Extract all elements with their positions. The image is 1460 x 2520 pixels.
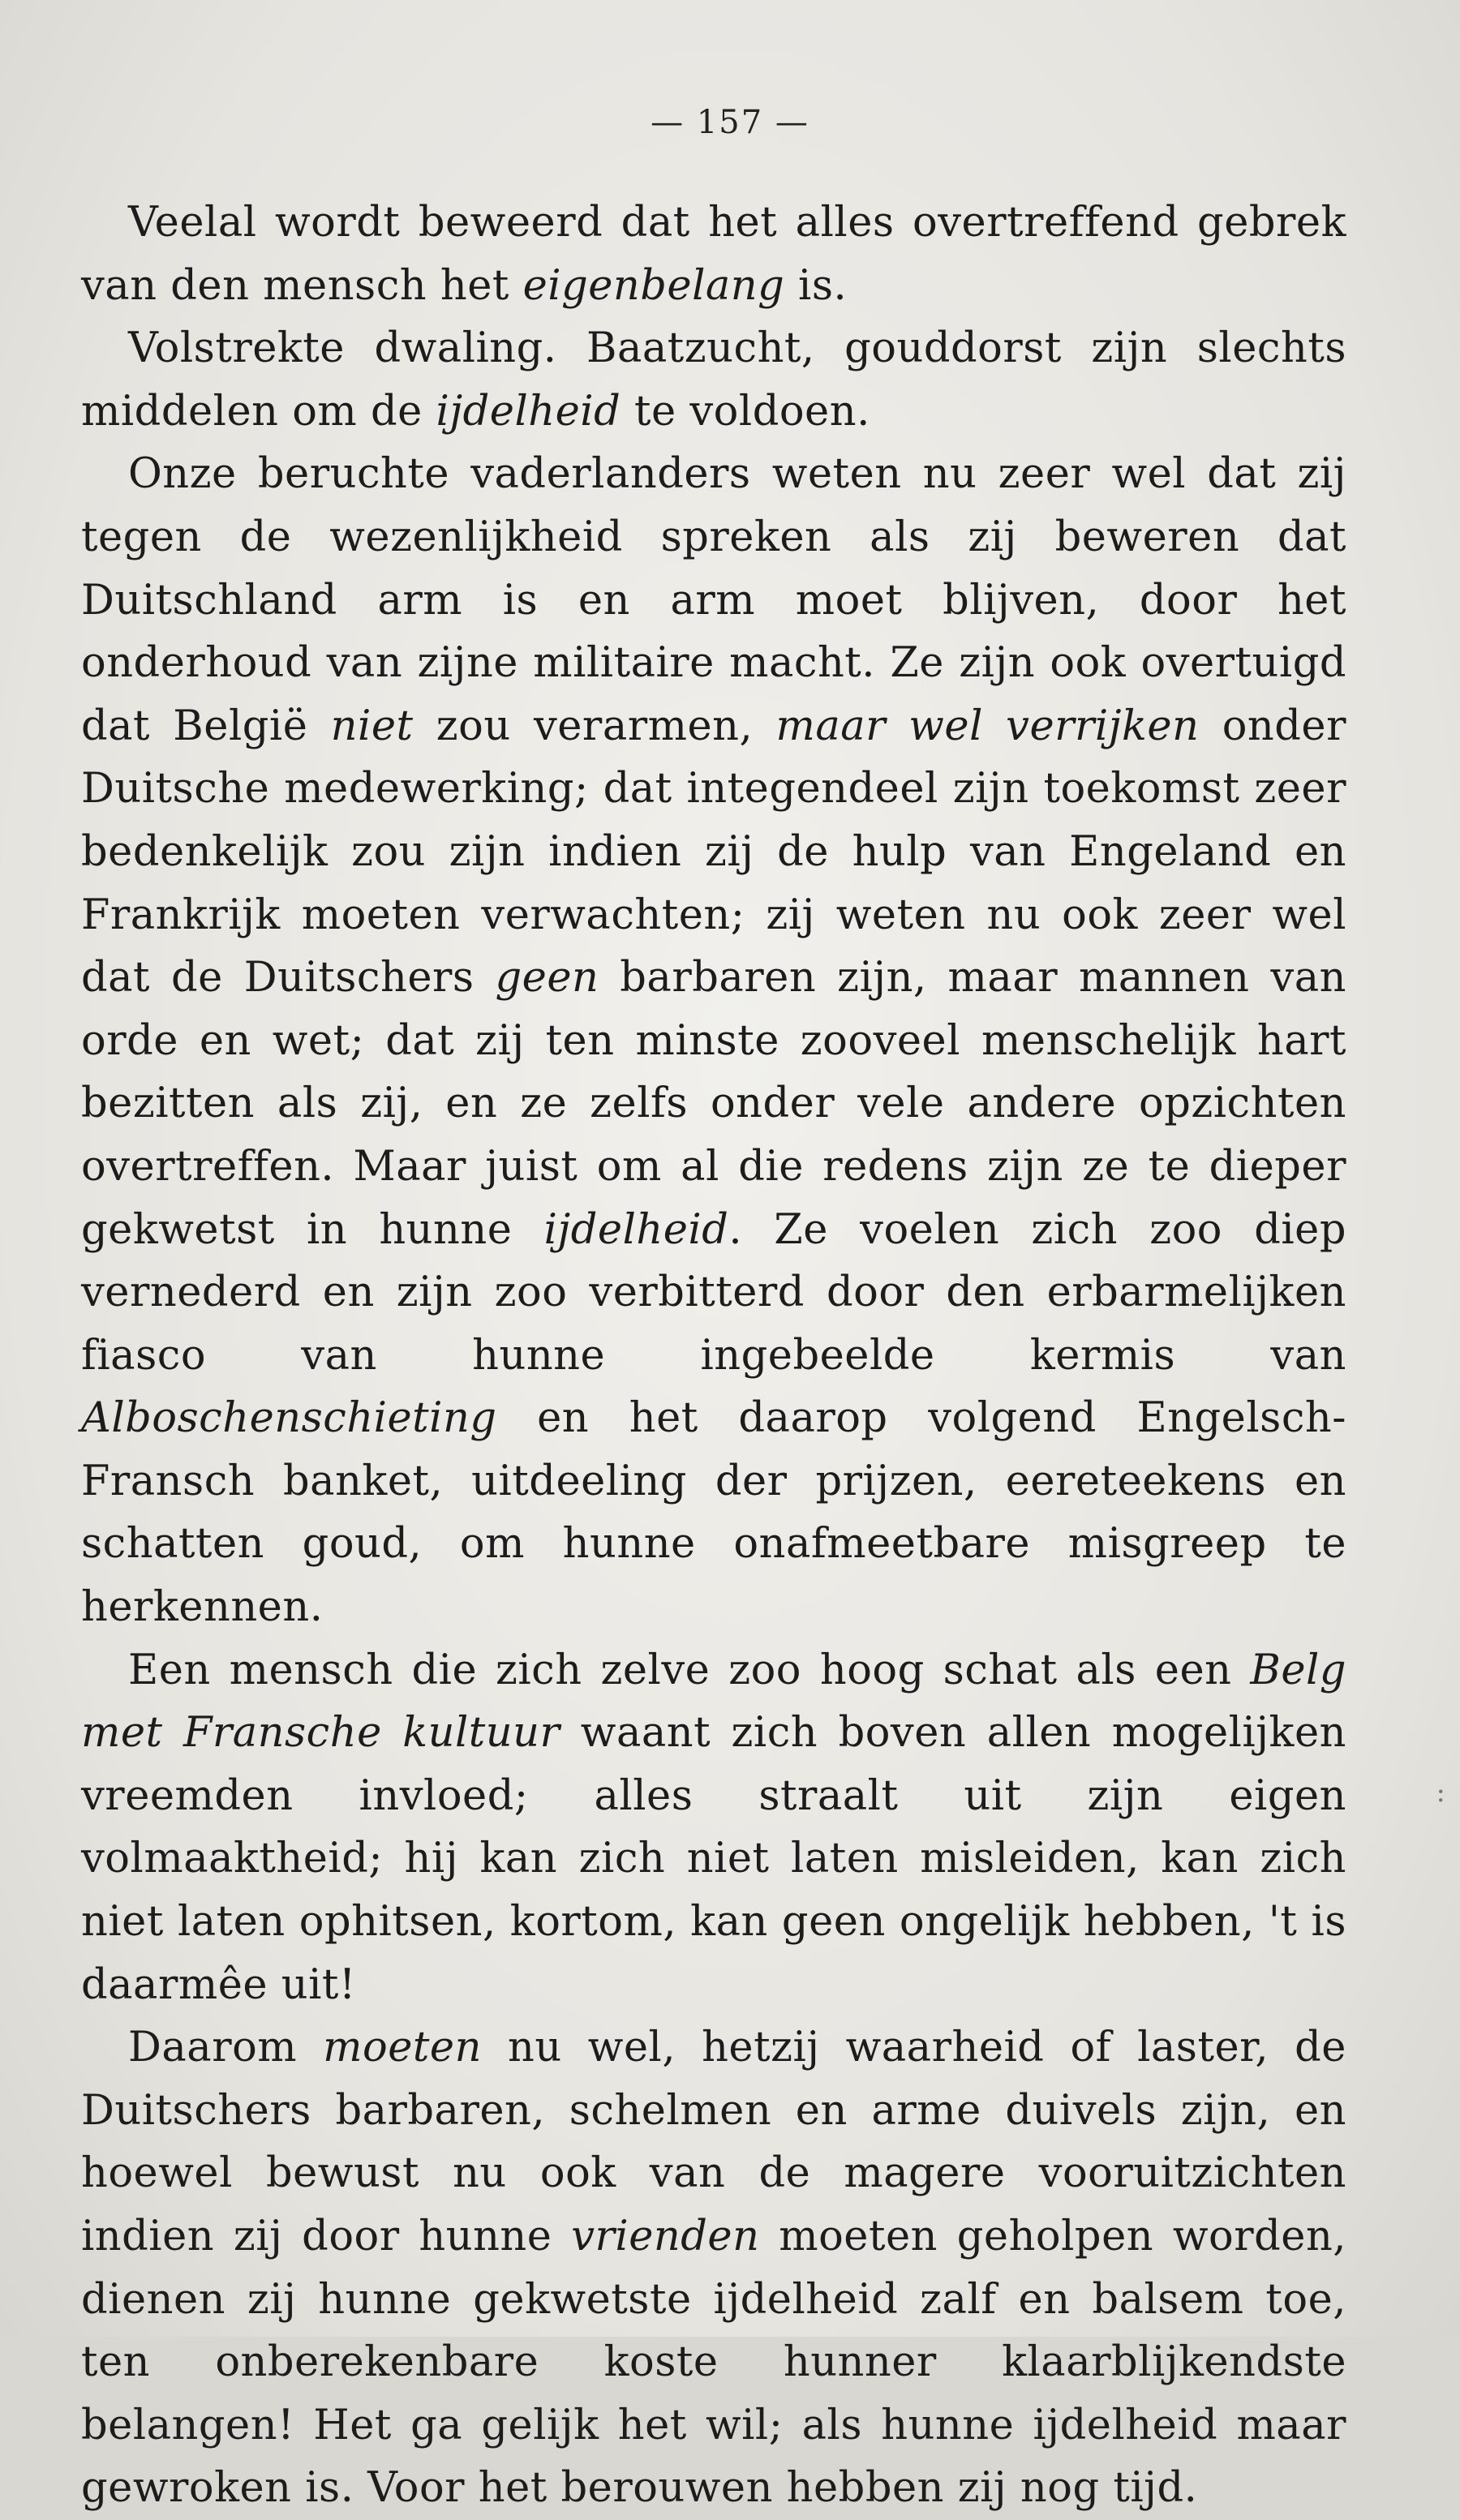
text-run: zou verarmen, xyxy=(413,702,776,750)
paragraph-1 xyxy=(81,191,1346,317)
page-number: — 157 — xyxy=(651,104,809,141)
italic-run: Alboschenschieting xyxy=(81,1394,497,1443)
text-run: barbaren zijn, maar mannen van orde en wet; dat zij ten minste zooveel menschelijk hart bezitten als zij, en ze zelfs onder vele andere opzichten overtreffen. Maar juist om al die redens zijn ze te dieper gekwetst in hunne xyxy=(81,954,1346,1254)
italic-run: vrienden xyxy=(571,2213,760,2260)
text-run: Veelal wordt beweerd dat het alles overtreffend gebrek van den mensch het xyxy=(81,199,1346,310)
text-run: Een mensch die zich zelve zoo hoog schat als een xyxy=(128,1646,1251,1694)
body-text xyxy=(81,191,1346,2520)
paragraph-2 xyxy=(81,317,1346,443)
italic-run: ijdelheid xyxy=(436,387,621,436)
text-run: waant zich boven allen mogelijken vreemden invloed; alles straalt uit zijn eigen volmaaktheid; hij kan zich niet laten misleiden, kan zich niet laten ophitsen, kortom, kan geen ongelijk hebben, 't is daarmêe uit! xyxy=(81,1709,1346,2009)
text-run: nu wel, hetzij waarheid of laster, de Duitschers barbaren, schelmen en arme duivels zijn, en hoewel bewust nu ook van de magere vooruitzichten indien zij door hunne xyxy=(81,2024,1346,2260)
text-run: is. xyxy=(784,261,848,310)
margin-mark: : xyxy=(1436,1776,1445,1809)
text-run: moeten geholpen worden, dienen zij hunne gekwetste ijdelheid zalf en balsem toe, ten onberekenbare koste hunner klaarblijkendste belangen! Het ga gelijk het wil; als hunne ijdelheid maar gewroken is. Voor het berouwen hebben zij nog tijd. xyxy=(81,2213,1346,2513)
paragraph-4 xyxy=(81,1639,1346,2017)
text-run: onder Duitsche medewerking; dat integendeel zijn toekomst zeer bedenkelijk zou zijn indien zij de hulp van Engeland en Frankrijk moeten verwachten; zij weten nu ook zeer wel dat de Duitschers xyxy=(81,702,1346,1002)
text-run: Volstrekte dwaling. Baatzucht, gouddorst zijn slechts middelen om de xyxy=(81,324,1346,436)
italic-run: Belg met Fransche kultuur xyxy=(81,1646,1346,1758)
paragraph-3 xyxy=(81,443,1346,1638)
italic-run: niet xyxy=(330,702,414,750)
text-run: en het daarop volgend Engelsch-Fransch banket, uitdeeling der prijzen, eereteekens en schatten goud, om hunne onafmeetbare misgreep te herkennen. xyxy=(81,1394,1346,1632)
text-run: Onze beruchte vaderlanders weten nu zeer wel dat zij tegen de wezenlijkheid spreken als zij beweren dat Duitschland arm is en arm moet blijven, door het onderhoud van zijne militaire macht. Ze zijn ook overtuigd dat België xyxy=(81,450,1346,750)
text-run: . Ze voelen zich zoo diep vernederd en zijn zoo verbitterd door den erbarmelijken fiasco van hunne ingebeelde kermis van xyxy=(81,1205,1346,1380)
italic-run: maar wel verrijken xyxy=(775,702,1200,750)
paragraph-5 xyxy=(81,2016,1346,2520)
text-run: te voldoen. xyxy=(620,387,870,436)
text-run: Daarom xyxy=(128,2024,324,2072)
italic-run: ijdelheid xyxy=(543,1205,729,1254)
italic-run: eigenbelang xyxy=(522,261,785,310)
italic-run: geen xyxy=(495,954,599,1002)
italic-run: moeten xyxy=(323,2024,482,2072)
